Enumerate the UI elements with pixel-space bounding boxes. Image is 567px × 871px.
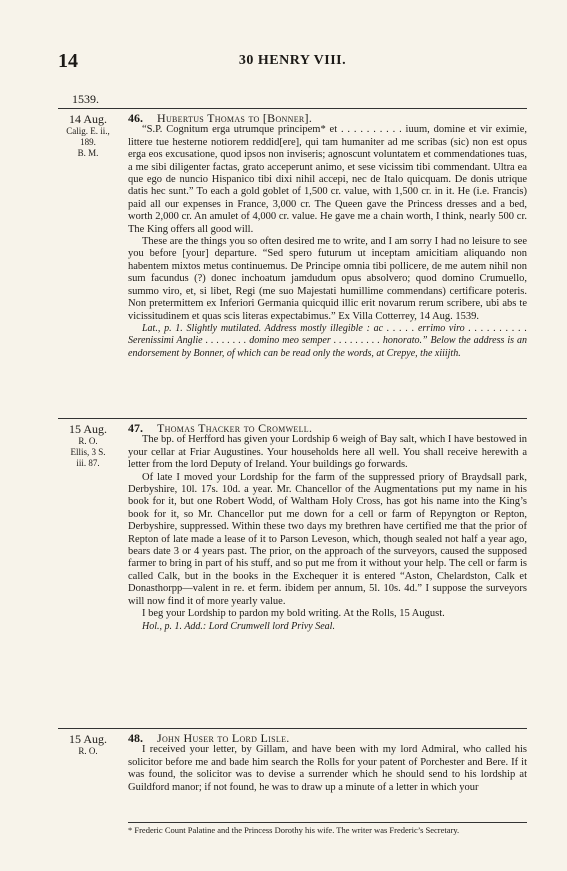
divider bbox=[58, 728, 527, 729]
paragraph: Of late I moved your Lordship for the farm of the suppressed priory of Braydsall park, Derbyshire, 10l. 17s. 10d. a year. Mr. Chancellor of the Augmentations put my name in his book for it, but one Robert Wodd, of Waltham Holy Cross, has got his name into the King’s book for it, so Mr. Chancellor put me down for a cell or farm of Repyngton or Repton, Derbyshire, suppressed. Within these two days my brethren have certified me that the prior of Repton of late made a lease of it to Parson Leveson, which, though sealed not half a year ago, bears date 3 or 4 years past. The prior, on the approach of the surveyors, caused the supposed farmer to bring in part of his stuff, and so put me from it without your help. The cell or farm is called Calk, but in the books in the Exchequer it is entered “Aston, Chelardston, Calk et Donasthorpp—valent in re. et ferm. ibidem per annum, 5l. 10s. 4d.” I suppose the surveyors will now find it of more yearly value. bbox=[128, 471, 527, 607]
paragraph: These are the things you so often desired me to write, and I am sorry I had no leisure to see you before [your] departure. “Sed spero futurum ut inceptam amicitiam aliquando non habentem mixtos metus continuemus. De Principe omnia tibi pollicere, de me autem nihil non sum facundus (?) donec inchoatum jamdudum opus absolvero; quod domino Crumuello, summo viro, et, si libet, Regi (me suo Majestati humillime commendans) certificare poteris. Non pretermittem ex Inferiori Germania quicquid illic erit novarum rerum scribere, ubi abs te vicissitudinem et quas scis literas expectabimus.” Ex Villa Cotterrey, 14 Aug. 1539. bbox=[128, 236, 527, 322]
entry-note: Lat., p. 1. Slightly mutilated. Address mostly illegible : ac . . . . . errimo viro . . . . . . . . . . Serenissimi Anglie . . . . . . . . domino meo semper . . . . . . . . . honorato.” Below the address is an endorsement by Bonner, of which can be read only the words, at Crepye, the xiiijth. bbox=[128, 322, 527, 359]
entry-date: 15 Aug. bbox=[68, 732, 107, 746]
source-ref: iii. 87. bbox=[76, 458, 100, 468]
paragraph: “S.P. Cognitum erga utrumque principem* et . . . . . . . . . . iuum, domine et vir eximie, littere tue hesterne notiorem reddid[ere], qui tam humaniter ad me scribas (sic) non est opus erga eos excusatione, quod ipsos non inviseris; agnoscunt voluntatem et commendationes tuas, a me sibi diligenter factas, grato acceperunt animo, et sese vicissim tibi commendant. Ultra ea que ego de nuncio Hispanico tibi dixi nihil accepi, nec de Italo quicquam. De donis utrique datis hec sunt.” To each a gold goblet of 1,500 cr. value, with 1,500 cr. in it. He (i.e. Francis) paid all our expenses in France, 3,000 cr. The Queen gave the Princess dresses and a bed, worth 2,000 cr. An amulet of 4,000 cr. value. He gave me a chain worth, I think, nearly 500 cr. The King offers all good will. bbox=[128, 124, 527, 235]
page-header bbox=[58, 50, 527, 74]
entry-title bbox=[128, 732, 527, 744]
entry-date: 14 Aug. bbox=[68, 112, 107, 126]
source-ref: Calig. E. ii., bbox=[66, 126, 110, 136]
entry-number: 48. bbox=[128, 731, 143, 745]
paragraph: I beg your Lordship to pardon my bold writing. At the Rolls, 15 August. bbox=[142, 608, 445, 620]
paragraph: I received your letter, by Gillam, and have been with my lord Admiral, who called his solicitor before me and bade him search the Rolls for your patent of Porchester and Bere. If it was found, the solicitor was to devise a surrender which he should send to his lordship at Guildford manor; if not found, he was to draw up a minute of a letter in which your bbox=[128, 744, 527, 793]
divider bbox=[58, 108, 527, 109]
footnote-rule bbox=[128, 822, 527, 823]
footnote: * Frederic Count Palatine and the Princess Dorothy his wife. The writer was Frederic’s Secretary. bbox=[128, 825, 460, 835]
entry-47 bbox=[58, 422, 527, 722]
page-number: 14 bbox=[58, 50, 78, 72]
entry-heading: Thomas Thacker to Cromwell. bbox=[157, 421, 313, 435]
entry-body bbox=[128, 112, 527, 360]
entry-46 bbox=[58, 112, 527, 412]
source-ref: 189. bbox=[80, 137, 96, 147]
paragraph: The bp. of Herfford has given your Lordship 6 weigh of Bay salt, which I have bestowed in your cellar at Friar Augustines. Your households here all well. You shall receive herewith a letter from the lord Deputy of Ireland. Your buildings go forwards. bbox=[128, 434, 527, 471]
entry-heading: John Huser to Lord Lisle. bbox=[157, 731, 290, 745]
entry-title bbox=[128, 422, 527, 434]
entry-48 bbox=[58, 732, 527, 820]
entry-sidenote bbox=[58, 422, 118, 469]
source-ref: B. M. bbox=[77, 148, 99, 158]
source-ref: R. O. bbox=[78, 746, 98, 756]
running-head: 30 HENRY VIII. bbox=[238, 53, 347, 68]
entry-date: 15 Aug. bbox=[68, 422, 107, 436]
entry-body bbox=[128, 422, 527, 633]
entry-heading: Hubertus Thomas to [Bonner]. bbox=[157, 111, 313, 125]
year-heading: 1539. bbox=[72, 92, 99, 106]
entry-title bbox=[128, 112, 527, 124]
entry-sidenote bbox=[58, 112, 118, 159]
entry-number: 47. bbox=[128, 421, 143, 435]
entry-note: Hol., p. 1. Add.: Lord Crumwell lord Privy Seal. bbox=[142, 620, 335, 632]
entry-sidenote bbox=[58, 732, 118, 757]
entry-number: 46. bbox=[128, 111, 143, 125]
source-ref: Ellis, 3 S. bbox=[70, 447, 106, 457]
entry-body bbox=[128, 732, 527, 794]
divider bbox=[58, 418, 527, 419]
source-ref: R. O. bbox=[78, 436, 98, 446]
